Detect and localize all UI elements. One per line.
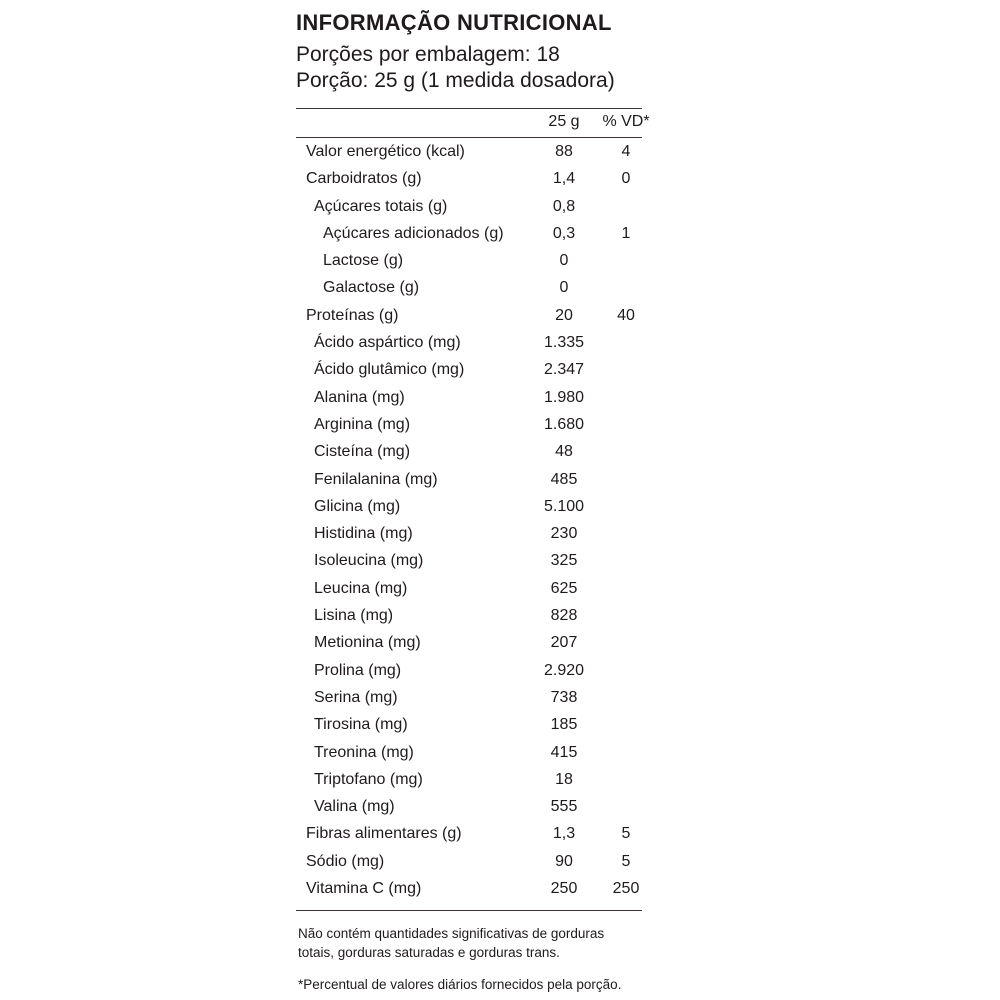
nutrient-label: Fenilalanina (mg) — [314, 470, 438, 488]
nutrient-amount: 1.980 — [543, 388, 585, 406]
nutrient-amount: 828 — [550, 607, 578, 625]
nutrient-amount: 0,8 — [552, 197, 576, 215]
nutrient-label: Fibras alimentares (g) — [306, 825, 462, 843]
nutrient-amount: 2.920 — [543, 661, 585, 679]
serving-size: Porção: 25 g (1 medida dosadora) — [296, 69, 615, 92]
nutrient-label: Cisteína (mg) — [314, 443, 411, 461]
table-row — [296, 302, 642, 329]
table-row — [296, 384, 642, 411]
table-row — [296, 875, 642, 902]
nutrient-amount: 185 — [550, 716, 578, 734]
nutrient-label: Vitamina C (mg) — [306, 880, 422, 898]
nutrient-label: Açúcares totais (g) — [314, 197, 448, 215]
table-row — [296, 766, 642, 793]
footnote-fats-line-1: Não contém quantidades significativas de gorduras — [298, 926, 605, 941]
nutrient-label: Prolina (mg) — [314, 661, 402, 679]
table-row — [296, 657, 642, 684]
table-row — [296, 438, 642, 465]
nutrient-daily-value: 5 — [621, 852, 631, 870]
table-row — [296, 138, 642, 165]
nutrient-amount: 88 — [555, 143, 573, 160]
table-row — [296, 575, 642, 602]
nutrient-label: Ácido aspártico (mg) — [314, 334, 461, 352]
table-body — [296, 138, 642, 902]
nutrient-label: Açúcares adicionados (g) — [323, 224, 504, 242]
table-row — [296, 220, 642, 247]
nutrient-label: Sódio (mg) — [306, 852, 385, 870]
table-row — [296, 247, 642, 274]
nutrient-label: Lisina (mg) — [314, 607, 394, 625]
footnote-fats-line-2: totais, gorduras saturadas e gorduras trans. — [298, 945, 560, 960]
nutrient-daily-value: 250 — [612, 880, 640, 898]
table-row — [296, 411, 642, 438]
nutrient-amount: 0 — [559, 252, 569, 270]
nutrient-daily-value: 40 — [617, 306, 635, 324]
nutrient-label: Valina (mg) — [314, 798, 395, 816]
nutrition-table — [296, 108, 650, 911]
footnote-fats — [298, 924, 658, 962]
nutrient-amount: 250 — [550, 880, 578, 898]
nutrient-amount: 485 — [550, 470, 578, 488]
nutrient-label: Triptofano (mg) — [314, 770, 423, 788]
table-row — [296, 602, 642, 629]
nutrient-amount: 325 — [550, 552, 578, 570]
table-row — [296, 739, 642, 766]
nutrient-amount: 1,3 — [552, 825, 576, 843]
table-row — [296, 820, 642, 847]
nutrient-label: Tirosina (mg) — [314, 716, 408, 734]
table-row — [296, 711, 642, 738]
table-header — [296, 109, 650, 138]
nutrition-title: INFORMAÇÃO NUTRICIONAL — [296, 10, 612, 35]
table-row — [296, 274, 642, 301]
nutrient-amount: 207 — [550, 634, 578, 652]
nutrient-amount: 2.347 — [543, 361, 585, 379]
nutrient-amount: 415 — [550, 743, 578, 761]
table-row — [296, 848, 642, 875]
table-row — [296, 547, 642, 574]
nutrient-label: Arginina (mg) — [314, 415, 411, 433]
nutrient-amount: 555 — [550, 798, 578, 816]
nutrient-amount: 20 — [555, 306, 573, 324]
table-row — [296, 356, 642, 383]
servings-per-package: Porções por embalagem: 18 — [296, 43, 560, 66]
header-daily-value: % VD* — [602, 113, 650, 130]
nutrient-label: Glicina (mg) — [314, 497, 401, 515]
nutrient-label: Leucina (mg) — [314, 579, 408, 597]
header-amount: 25 g — [548, 113, 580, 130]
nutrient-label: Alanina (mg) — [314, 388, 405, 406]
nutrient-amount: 625 — [550, 579, 578, 597]
table-row — [296, 193, 642, 220]
nutrient-daily-value: 1 — [621, 224, 631, 242]
nutrient-label: Galactose (g) — [323, 279, 420, 297]
table-row — [296, 165, 642, 192]
nutrient-amount: 90 — [555, 852, 573, 870]
nutrient-amount: 5.100 — [543, 497, 585, 515]
footnote-daily-value: *Percentual de valores diários fornecidos pela porção. — [298, 977, 622, 992]
nutrient-label: Ácido glutâmico (mg) — [314, 361, 465, 379]
nutrient-label: Lactose (g) — [323, 252, 404, 270]
nutrient-label: Valor energético (kcal) — [306, 143, 465, 160]
table-row — [296, 684, 642, 711]
nutrient-amount: 230 — [550, 525, 578, 543]
table-row — [296, 493, 642, 520]
nutrient-label: Metionina (mg) — [314, 634, 421, 652]
nutrient-label: Proteínas (g) — [306, 306, 399, 324]
nutrient-daily-value: 0 — [621, 170, 631, 188]
table-row — [296, 329, 642, 356]
nutrient-amount: 1.680 — [543, 415, 585, 433]
nutrient-daily-value: 4 — [621, 143, 631, 160]
nutrient-amount: 48 — [555, 443, 573, 461]
nutrient-amount: 738 — [550, 688, 578, 706]
nutrient-amount: 18 — [555, 770, 573, 788]
nutrient-label: Isoleucina (mg) — [314, 552, 424, 570]
table-row — [296, 466, 642, 493]
nutrient-amount: 1.335 — [543, 334, 585, 352]
table-row — [296, 520, 642, 547]
nutrition-facts-panel — [296, 8, 650, 911]
nutrient-label: Serina (mg) — [314, 688, 398, 706]
nutrient-amount: 1,4 — [552, 170, 576, 188]
table-row — [296, 629, 642, 656]
nutrient-daily-value: 5 — [621, 825, 631, 843]
table-row — [296, 793, 642, 820]
nutrient-amount: 0,3 — [552, 224, 576, 242]
nutrient-label: Histidina (mg) — [314, 525, 413, 543]
nutrient-label: Carboidratos (g) — [306, 170, 422, 188]
nutrient-label: Treonina (mg) — [314, 743, 414, 761]
nutrient-amount: 0 — [559, 279, 569, 297]
